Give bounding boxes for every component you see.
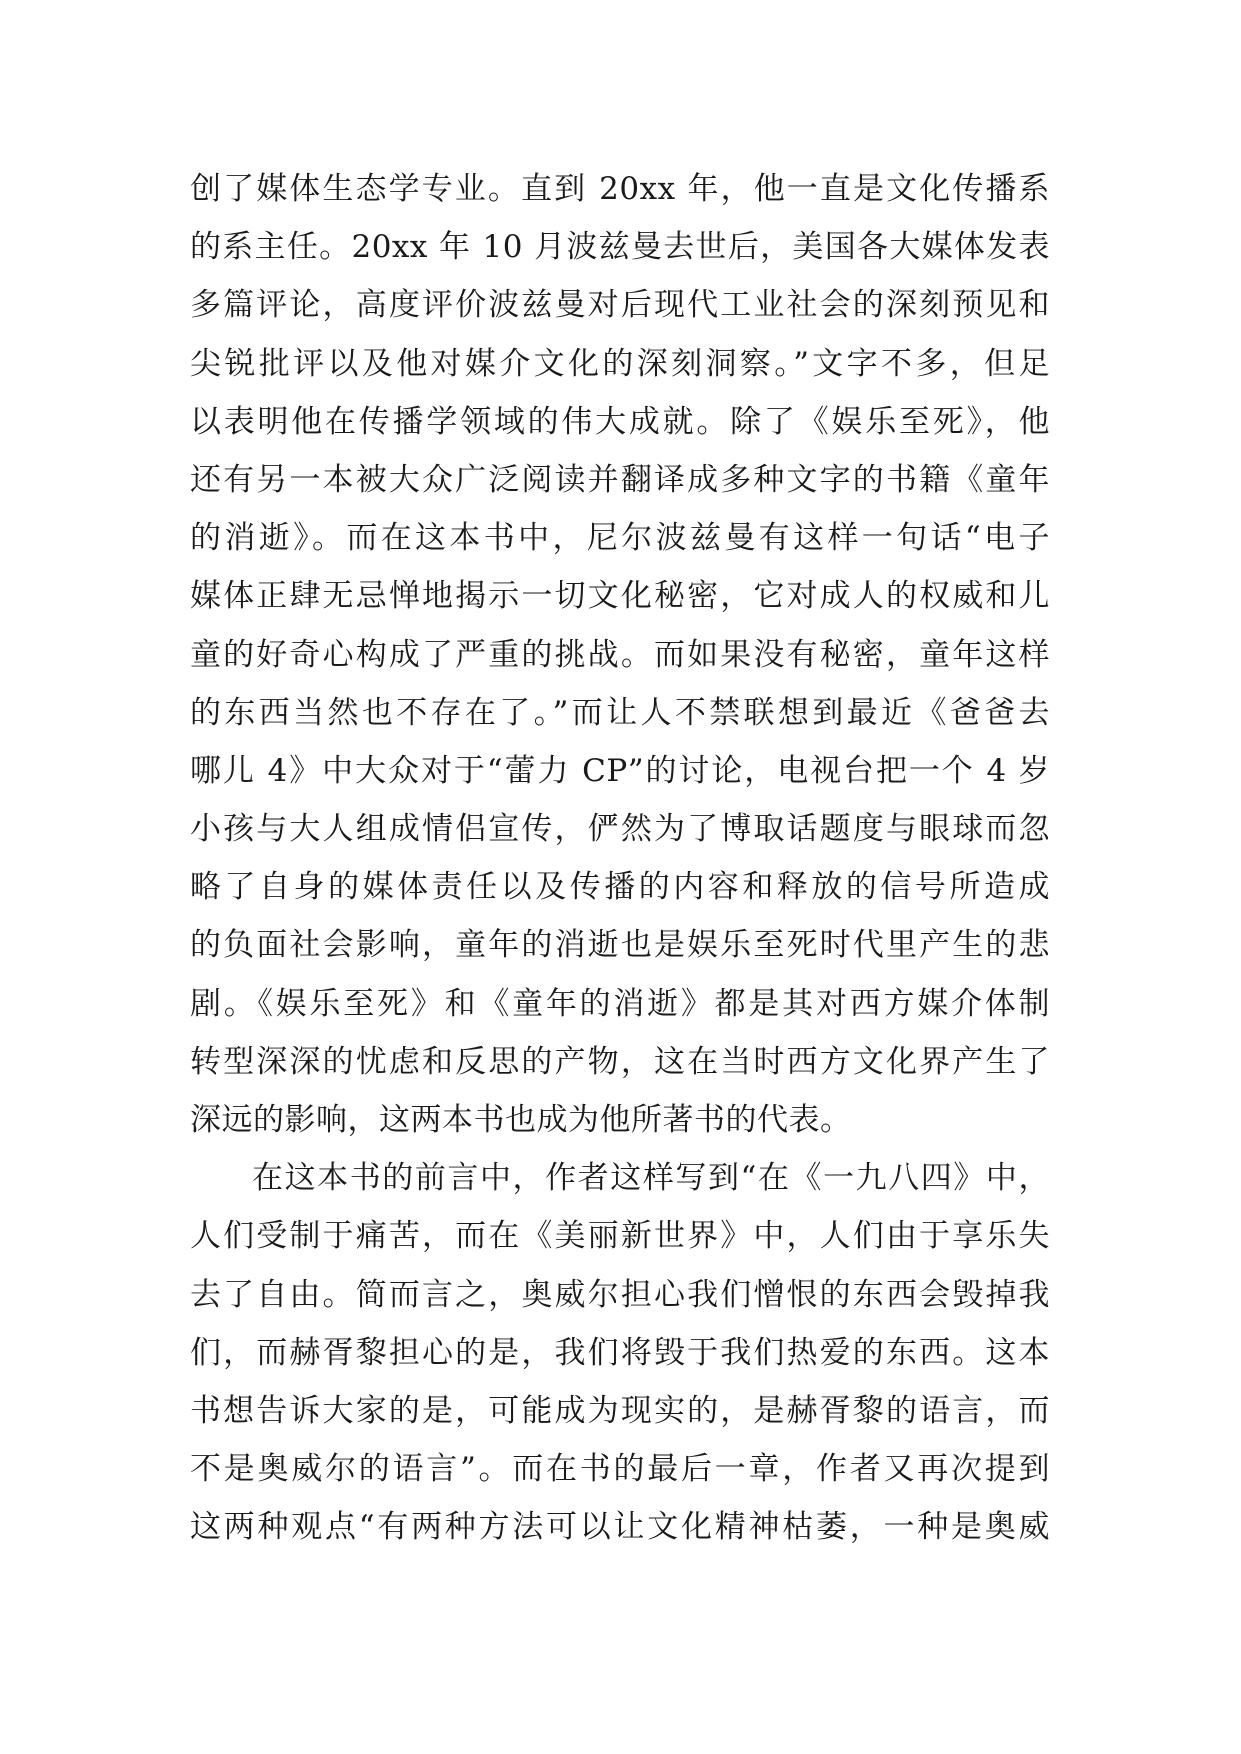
text-line: 的消逝》。而在这本书中，尼尔波兹曼有这样一句话“电子 [190,520,1050,557]
text-line: 多篇评论，高度评价波兹曼对后现代工业社会的深刻预见和 [190,287,1050,324]
paragraph-1 [190,160,1050,1149]
text-line: 以表明他在传播学领域的伟大成就。除了《娱乐至死》，他 [190,403,1050,440]
text-line: 的东西当然也不存在了。”而让人不禁联想到最近《爸爸去 [190,694,1050,731]
text-line: 的系主任。20xx 年 10 月波兹曼去世后，美国各大媒体发表 [190,229,1050,266]
text-line: 这两种观点“有两种方法可以让文化精神枯萎，一种是奥威 [190,1509,1050,1546]
text-line: 人们受制于痛苦，而在《美丽新世界》中，人们由于享乐失 [190,1218,1050,1255]
text-line: 略了自身的媒体责任以及传播的内容和释放的信号所造成 [190,869,1050,906]
text-line: 转型深深的忧虑和反思的产物，这在当时西方文化界产生了 [190,1043,1050,1080]
text-line: 书想告诉大家的是，可能成为现实的，是赫胥黎的语言，而 [190,1392,1050,1429]
text-line: 媒体正肆无忌惮地揭示一切文化秘密，它对成人的权威和儿 [190,578,1050,615]
text-line: 尖锐批评以及他对媒介文化的深刻洞察。”文字不多，但足 [190,345,1050,382]
text-line: 还有另一本被大众广泛阅读并翻译成多种文字的书籍《童年 [190,461,1050,498]
text-line: 创了媒体生态学专业。直到 20xx 年，他一直是文化传播系 [190,171,1050,207]
text-line: 小孩与大人组成情侣宣传，俨然为了博取话题度与眼球而忽 [190,811,1050,848]
text-line: 去了自由。简而言之，奥威尔担心我们憎恨的东西会毁掉我 [190,1276,1050,1313]
text-line: 童的好奇心构成了严重的挑战。而如果没有秘密，童年这样 [190,636,1050,673]
text-line: 剧。《娱乐至死》和《童年的消逝》都是其对西方媒介体制 [190,985,1050,1022]
text-line: 们，而赫胥黎担心的是，我们将毁于我们热爱的东西。这本 [190,1334,1050,1371]
text-line: 不是奥威尔的语言”。而在书的最后一章，作者又再次提到 [190,1451,1050,1488]
paragraph-2 [190,1149,1050,1556]
text-line: 哪儿 4》中大众对于“蕾力 CP”的讨论，电视台把一个 4 岁 [190,752,1050,789]
text-line: 深远的影响，这两本书也成为他所著书的代表。 [190,1102,852,1138]
body-text [190,160,1050,1557]
text-line: 在这本书的前言中，作者这样写到“在《一九八四》中， [252,1160,1050,1197]
text-line: 的负面社会影响，童年的消逝也是娱乐至死时代里产生的悲 [190,927,1050,964]
